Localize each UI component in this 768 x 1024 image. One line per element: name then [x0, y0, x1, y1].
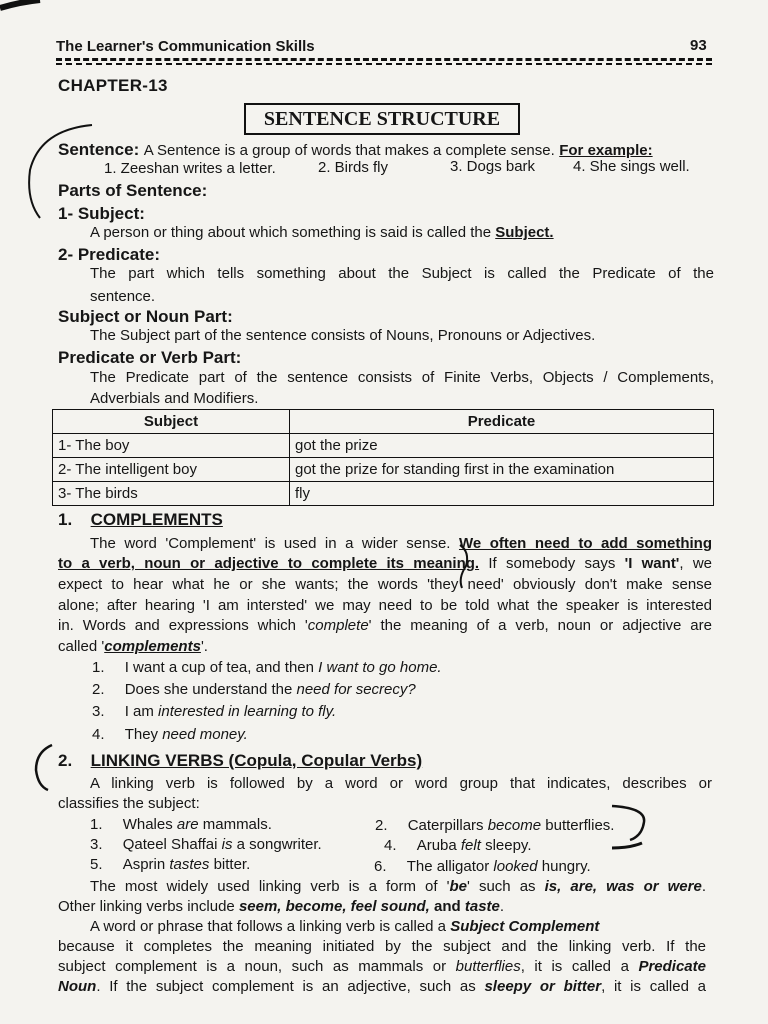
- example-verb: are: [176, 816, 199, 833]
- example-text-end: hungry.: [537, 858, 591, 875]
- be-forms: is, are, was or were: [544, 878, 702, 895]
- and-word: and: [434, 898, 461, 915]
- header-rule-lower: [56, 63, 712, 65]
- table-header-subject: Subject: [53, 410, 290, 434]
- sentence-example-2: 2. Birds fly: [318, 159, 389, 176]
- complements-line-1: [90, 535, 712, 552]
- subject-definition: [90, 224, 554, 241]
- example-italic: need for secrecy?: [296, 681, 416, 698]
- subject-predicate-table: [52, 409, 714, 506]
- subject-complement-term: Subject Complement: [450, 918, 600, 935]
- linking-number: 2.: [58, 751, 73, 770]
- table-header-predicate: Predicate: [290, 410, 714, 434]
- example-text: I want a cup of tea, and then: [124, 659, 319, 676]
- example-number: 1.: [90, 816, 103, 833]
- predicate-part-text-line2: Adverbials and Modifiers.: [90, 390, 259, 407]
- example-text-end: sleepy.: [480, 837, 532, 854]
- predicate-part-heading: Predicate or Verb Part:: [58, 348, 242, 367]
- complements-line-3: expect to hear what he or she wants; the words 'they need' obviously don't make sense: [58, 576, 712, 593]
- closing-bracket-icon: [612, 806, 644, 840]
- example-italic: interested in learning to fly.: [158, 703, 337, 720]
- table-row: [53, 458, 714, 482]
- para-text: , it is called a: [601, 978, 706, 995]
- complements-line-5-a: in. Words and expressions which ': [58, 617, 308, 634]
- complements-line-5-italic: complete: [307, 617, 369, 634]
- subject-part-heading: Subject or Noun Part:: [58, 307, 233, 326]
- example-text-end: bitter.: [209, 856, 251, 873]
- be-word: be: [449, 878, 468, 895]
- table-cell-predicate: got the prize for standing first in the examination: [290, 458, 714, 482]
- complements-heading: [58, 510, 223, 530]
- example-text: Whales: [122, 816, 177, 833]
- linking-para-6: [58, 978, 706, 995]
- table-row: [53, 434, 714, 458]
- sentence-term: Sentence:: [58, 140, 140, 159]
- example-number: 2.: [375, 817, 388, 834]
- table-cell-predicate: got the prize: [290, 434, 714, 458]
- complements-example-4: [92, 726, 248, 743]
- example-number: 6.: [374, 858, 387, 875]
- complements-line-6-a: called ': [58, 638, 105, 655]
- linking-line-2: classifies the subject:: [58, 795, 200, 812]
- complements-line-6-c: '.: [200, 638, 208, 655]
- table-row: [53, 482, 714, 506]
- adjective-examples: sleepy or bitter: [484, 978, 602, 995]
- predicate-heading: 2- Predicate:: [58, 245, 161, 264]
- table-cell-subject: 3- The birds: [53, 482, 290, 506]
- chapter-title: SENTENCE STRUCTURE: [244, 103, 520, 135]
- linking-example-3: [90, 836, 322, 853]
- complements-example-1: [92, 659, 442, 676]
- para-text: The most widely used linking verb is a form of ': [90, 878, 450, 895]
- sentence-example-1: 1. Zeeshan writes a letter.: [104, 160, 276, 177]
- parts-heading: Parts of Sentence:: [58, 181, 208, 200]
- running-title: The Learner's Communication Skills: [56, 38, 315, 55]
- complements-line-5-c: ' the meaning of a verb, noun or adjective are: [368, 617, 712, 634]
- para-text: . If the subject complement is an adjective, such as: [96, 978, 476, 995]
- para-text: Other linking verbs include: [58, 898, 235, 915]
- subject-heading: 1- Subject:: [58, 204, 145, 223]
- linking-para-2: [58, 898, 504, 915]
- sentence-definition: [58, 140, 653, 160]
- table-header-row: [53, 410, 714, 434]
- example-number: 1.: [92, 659, 105, 676]
- linking-example-2: [375, 817, 614, 834]
- example-number: 2.: [92, 681, 105, 698]
- linking-para-1: [90, 878, 706, 895]
- complements-example-3: [92, 703, 336, 720]
- complements-line-1-bold: We often need to add something: [458, 535, 712, 552]
- predicate-definition-line2: sentence.: [90, 288, 156, 305]
- example-verb: looked: [493, 858, 538, 875]
- subject-part-text: The Subject part of the sentence consists of Nouns, Pronouns or Adjectives.: [90, 327, 596, 344]
- example-text-end: butterflies.: [541, 817, 615, 834]
- complements-i-want: 'I want': [624, 555, 680, 572]
- example-number: 3.: [90, 836, 103, 853]
- sentence-example-3: 3. Dogs bark: [450, 158, 536, 175]
- example-verb: become: [487, 817, 542, 834]
- para-text: A word or phrase that follows a linking verb is called a: [90, 918, 447, 935]
- example-number: 3.: [92, 703, 105, 720]
- example-verb: is: [221, 836, 233, 853]
- complements-line-6: [58, 638, 208, 655]
- example-text: Aruba: [416, 837, 461, 854]
- noun-term: Noun: [58, 978, 97, 995]
- complements-line-2-bold: to a verb, noun or adjective to complete its meaning.: [58, 555, 480, 572]
- subject-definition-text: A person or thing about which something is said is called the: [90, 224, 492, 241]
- example-text: Does she understand the: [124, 681, 297, 698]
- example-italic: need money.: [162, 726, 248, 743]
- complements-line-4: alone; after hearing 'I am intersted' we may need to be told what the speaker is interested: [58, 597, 712, 614]
- ink-underline-icon: [612, 843, 642, 848]
- linking-line-1: A linking verb is followed by a word or word group that indicates, describes or: [90, 775, 712, 792]
- sentence-text: A Sentence is a group of words that makes a complete sense.: [143, 142, 555, 159]
- linking-example-4: [384, 837, 532, 854]
- example-text-end: mammals.: [198, 816, 272, 833]
- table-cell-subject: 1- The boy: [53, 434, 290, 458]
- complements-number: 1.: [58, 510, 73, 529]
- table-cell-subject: 2- The intelligent boy: [53, 458, 290, 482]
- predicate-part-text-line1: The Predicate part of the sentence consists of Finite Verbs, Objects / Complements,: [90, 369, 714, 386]
- complements-term: complements: [104, 638, 201, 655]
- for-example-label: For example:: [559, 142, 653, 159]
- subject-word: Subject.: [495, 224, 554, 241]
- example-italic: I want to go home.: [318, 659, 442, 676]
- example-number: 5.: [90, 856, 103, 873]
- predicate-noun-term: Predicate: [638, 958, 706, 975]
- taste-word: taste: [464, 898, 500, 915]
- example-text: The alligator: [406, 858, 494, 875]
- example-text: They: [124, 726, 163, 743]
- para-end: .: [701, 878, 706, 895]
- linking-example-5: [90, 856, 250, 873]
- page-number: 93: [690, 37, 707, 54]
- complements-line-2-end: , we: [679, 555, 712, 572]
- linking-title: LINKING VERBS (Copula, Copular Verbs): [90, 751, 423, 770]
- linking-example-1: [90, 816, 272, 833]
- para-text: ' such as: [467, 878, 536, 895]
- para-text: subject complement is a noun, such as mammals or: [58, 958, 447, 975]
- linking-para-5: [58, 958, 706, 975]
- example-text: Qateel Shaffai: [122, 836, 222, 853]
- table-cell-predicate: fly: [290, 482, 714, 506]
- linking-heading: [58, 751, 422, 771]
- predicate-definition-line1: The part which tells something about the Subject is called the Predicate of the: [90, 265, 714, 282]
- chapter-label: CHAPTER-13: [58, 76, 168, 95]
- butterflies-word: butterflies: [455, 958, 521, 975]
- example-text: Asprin: [122, 856, 170, 873]
- complements-line-1-text: The word 'Complement' is used in a wider sense.: [90, 535, 451, 552]
- margin-bracket-icon: [36, 745, 52, 790]
- complements-example-2: [92, 681, 416, 698]
- header-rule: [56, 58, 712, 61]
- example-number: 4.: [384, 837, 397, 854]
- linking-example-6: [374, 858, 591, 875]
- example-number: 4.: [92, 726, 105, 743]
- example-verb: felt: [460, 837, 481, 854]
- complements-line-2-text: If somebody says: [488, 555, 616, 572]
- example-text-end: a songwriter.: [232, 836, 322, 853]
- complements-title: COMPLEMENTS: [90, 510, 223, 529]
- para-text: , it is called a: [520, 958, 629, 975]
- linking-para-4: because it completes the meaning initiated by the subject and the linking verb. If the: [58, 938, 706, 955]
- complements-line-5: [58, 617, 712, 634]
- linking-para-3: [90, 918, 599, 935]
- example-verb: tastes: [169, 856, 210, 873]
- corner-ink-mark: [0, 0, 40, 8]
- example-text: I am: [124, 703, 159, 720]
- para-end: .: [499, 898, 505, 915]
- sentence-example-4: 4. She sings well.: [573, 158, 690, 175]
- example-text: Caterpillars: [407, 817, 488, 834]
- complements-line-2: [58, 555, 712, 572]
- verb-list: seem, become, feel sound,: [238, 898, 430, 915]
